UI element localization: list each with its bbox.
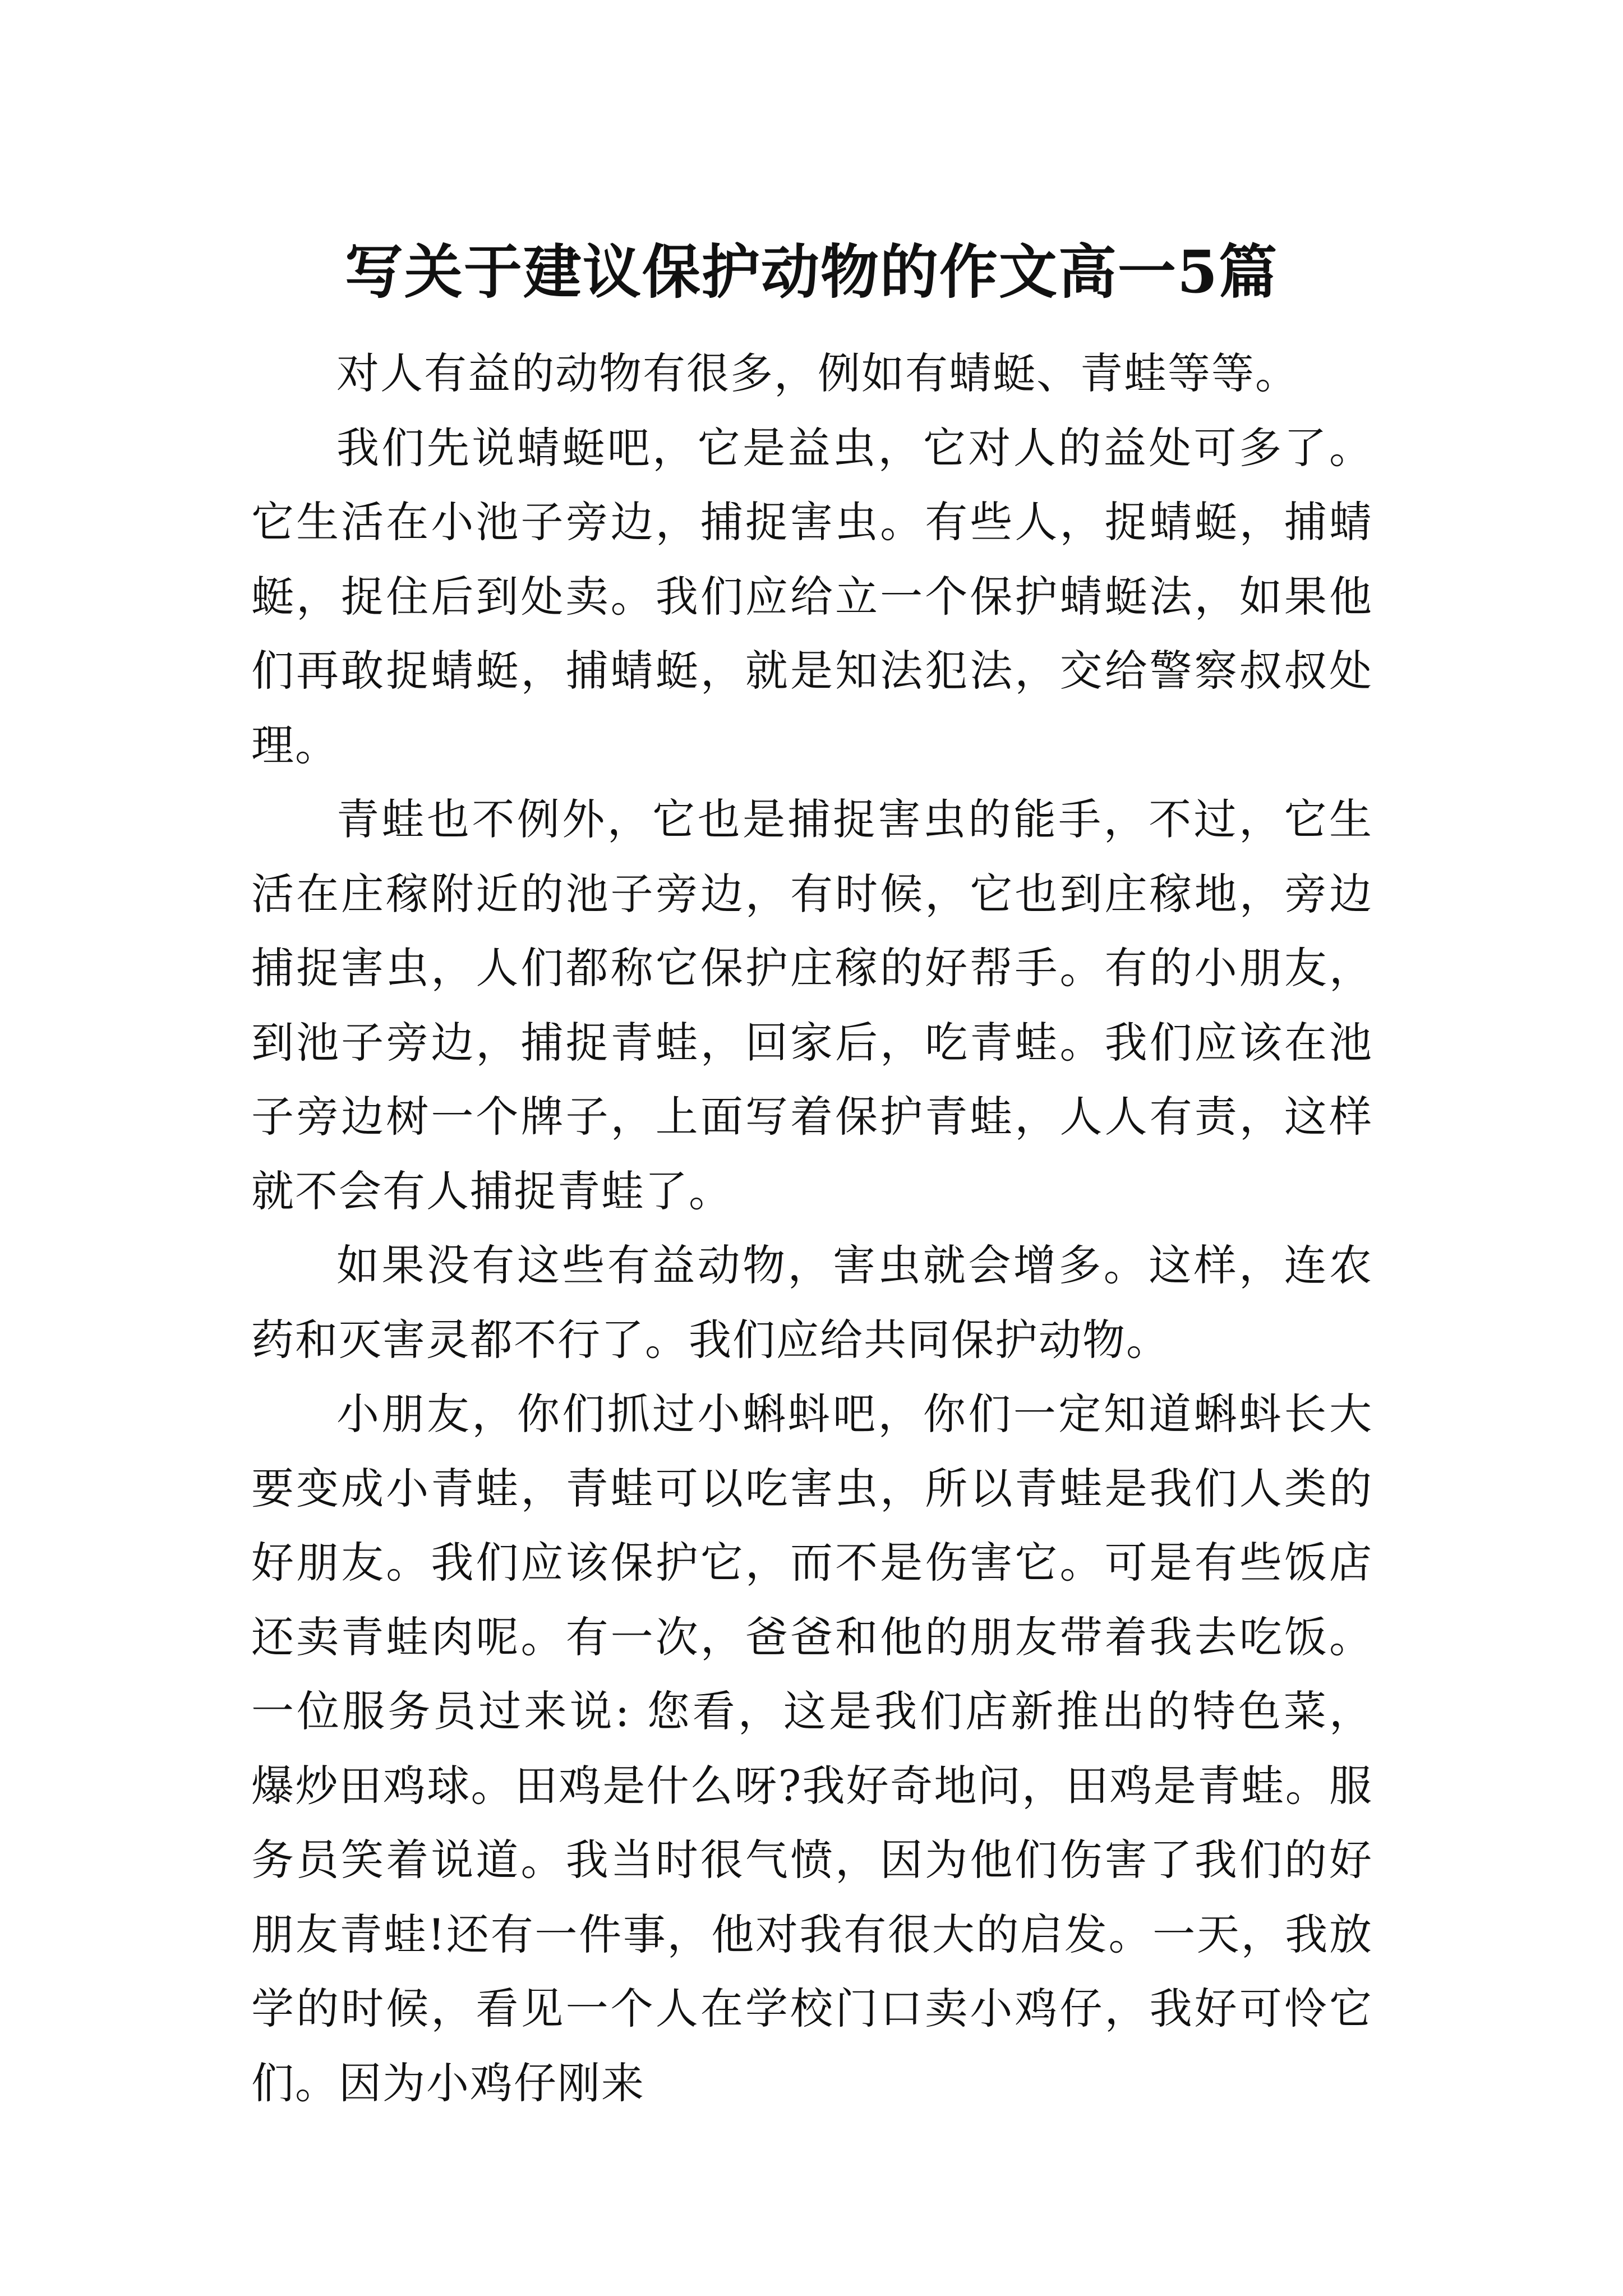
- paragraph-2: 我们先说蜻蜓吧，它是益虫，它对人的益处可多了。它生活在小池子旁边，捕捉害虫。有些人，捉蜻蜓，捕蜻蜓，捉住后到处卖。我们应给立一个保护蜻蜓法，如果他们再敢捉蜻蜓，捕蜻蜓，就是知法犯法，交给警察叔叔处理。: [251, 422, 1373, 770]
- paragraph-3: 青蛙也不例外，它也是捕捉害虫的能手，不过，它生活在庄稼附近的池子旁边，有时候，它也到庄稼地，旁边捕捉害虫，人们都称它保护庄稼的好帮手。有的小朋友，到池子旁边，捕捉青蛙，回家后，吃青蛙。我们应该在池子旁边树一个牌子，上面写着保护青蛙，人人有责，这样就不会有人捕捉青蛙了。: [251, 794, 1373, 1216]
- document-title: 写关于建议保护动物的作文高一5篇: [344, 237, 1279, 306]
- paragraph-4: 如果没有这些有益动物，害虫就会增多。这样，连农药和灭害灵都不行了。我们应给共同保护动物。: [251, 1240, 1373, 1365]
- paragraph-5: 小朋友，你们抓过小蝌蚪吧，你们一定知道蝌蚪长大要变成小青蛙，青蛙可以吃害虫，所以青蛙是我们人类的好朋友。我们应该保护它，而不是伤害它。可是有些饭店还卖青蛙肉呢。有一次，爸爸和他的朋友带着我去吃饭。一位服务员过来说: 您看，这是我们店新推出的特色菜，爆炒田鸡球。田鸡是什么呀?我好奇地问，田鸡是青蛙。服务员笑着说道。我当时很气愤，因为他们伤害了我们的好朋友青蛙!还有一件事，他对我有很大的启发。一天，我放学的时候，看见一个人在学校门口卖小鸡仔，我好可怜它们。因为小鸡仔刚来: [251, 1389, 1373, 2108]
- document-body: [251, 337, 1373, 2120]
- paragraph-1: 对人有益的动物有很多，例如有蜻蜓、青蛙等等。: [336, 348, 1299, 398]
